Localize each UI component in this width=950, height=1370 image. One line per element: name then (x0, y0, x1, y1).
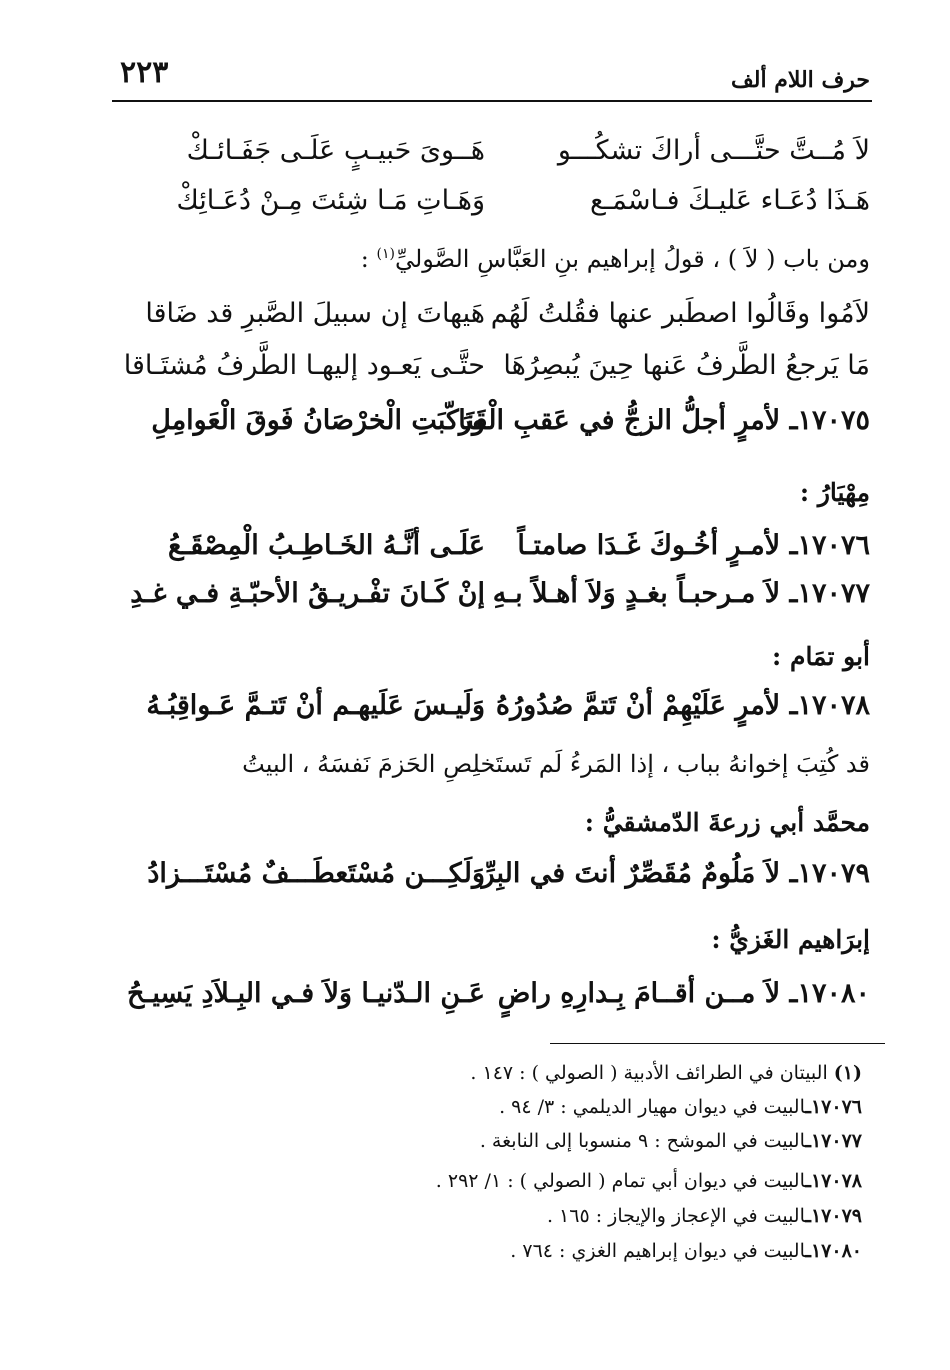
verse-first-hemistich: لاَمُوا وقَالُوا اصطَبر عنها فقُلتُ لَهُم (490, 298, 870, 329)
intro-tail: : (360, 245, 377, 273)
verse-second-hemistich: ورَكّبَتِ الْخرْصَانُ فَوقَ الْعَوامِلِ (151, 405, 485, 436)
verse-first-hemistich: ١٧٠٧٦ـ لأمـرٍ أخُـوكَ غَـدَا صامتـاً (517, 530, 870, 561)
verse-first-hemistich: ١٧٠٨٠ـ لاَ مــن أقــامَ بِـدارِهِ راضٍ (497, 978, 870, 1009)
verse-second-hemistich: هَيهاتَ إن سبيلَ الصَّبرِ قد ضَاقا (145, 298, 485, 329)
verse-second-hemistich: هَــوىَ حَبيـبٍ عَلَـى جَفَـائـكْ (186, 135, 485, 166)
poet-name-dimashqi (130, 808, 870, 858)
footnote (130, 1240, 862, 1274)
verse-second-hemistich: عَلَـى أنَّـهُ الخَـاطِـبُ الْمِصْقَـعُ (168, 530, 485, 561)
poet-name-mihyar (130, 478, 870, 528)
chapter-title: حرف اللام ألف (730, 67, 870, 93)
poet-name-abu-tammam (130, 642, 870, 692)
intro-paragraph (130, 245, 870, 295)
footnote-number: (١) (833, 1062, 862, 1084)
footnote-text: البيت في الموشح : ٩ منسوبا إلى النابغة . (479, 1130, 806, 1152)
verse-second-hemistich: وَلَيـسَ عَلَيهـم أنْ تَتـمَّ عَـواقِبُـهُ (146, 690, 485, 721)
note-text: قد كُتِبَ إخوانهُ بباب ، إذا المَرءُ لَم تَستَخلِصِ الحَزمَ نَفسَهُ ، البيتُ (242, 750, 870, 778)
verse-first-hemistich: ١٧٠٧٥ـ لأمرٍ أجلُّ الزجُّ في عَقبِ الْقَنَا (458, 405, 870, 436)
poet-label: محمَّد أبي زرعةَ الدّمشقيُّ : (584, 808, 870, 837)
verse-line (130, 298, 870, 348)
numbered-verse-17077 (130, 578, 870, 628)
footnote (130, 1096, 862, 1130)
verse-first-hemistich: ١٧٠٧٩ـ لاَ مَلُومٌ مُقَصِّرٌ أنتَ في البِرِّ (481, 858, 870, 889)
verse-second-hemistich: وَلَكِـــن مُسْتَعطَـــفٌ مُسْتَـــزادُ (147, 858, 485, 889)
footnote (130, 1170, 862, 1204)
verse-first-hemistich: ١٧٠٧٧ـ لاَ مـرحبـاً بغـدٍ وَلاَ أهـلاً بـهِ (492, 578, 870, 609)
intro-text: ومن باب ( لاَ ) ، قولُ إبراهيم بنِ العَبَّاسِ الصَّوليِّ (394, 245, 870, 273)
verse-second-hemistich: عَـنِ الـدّنيـا وَلاَ فـي البِـلاَدِ يَسِيـحُ (127, 978, 485, 1009)
footnote-number: ١٧٠٧٩ـ (805, 1205, 862, 1227)
header-divider (112, 100, 872, 102)
footnote-number: ١٧٠٨٠ـ (805, 1240, 862, 1262)
verse-first-hemistich: لاَ مُــتَّ حتَّـــى أراكَ تشكُـــو (557, 135, 870, 166)
verse-first-hemistich: هَـذَا دُعَـاء عَليـكَ فـاسْمَـع (590, 185, 870, 216)
numbered-verse-17079 (130, 858, 870, 908)
page-number: ٢٢٣ (120, 55, 169, 90)
footnote-number: ١٧٠٧٧ـ (805, 1130, 862, 1152)
poet-label: مِهْيَارُ : (799, 478, 870, 507)
numbered-verse-17076 (130, 530, 870, 580)
poet-label: أبو تمَام : (772, 642, 870, 671)
numbered-verse-17078 (130, 690, 870, 740)
footnote-number: ١٧٠٧٨ـ (805, 1170, 862, 1192)
footnote-text: البيت في ديوان أبي تمام ( الصولي ) : ١/ ٢٩٢ . (435, 1170, 806, 1192)
footnote (130, 1062, 862, 1096)
footnote-text: البيت في ديوان مهيار الديلمي : ٣/ ٩٤ . (499, 1096, 806, 1118)
footnote-number: ١٧٠٧٦ـ (805, 1096, 862, 1118)
poet-label: إبرَاهيم الغَزيُّ : (711, 925, 870, 954)
verse-line (123, 350, 870, 400)
footnote-divider (550, 1043, 885, 1044)
numbered-verse-17075 (130, 405, 870, 455)
footnote (130, 1130, 862, 1164)
verse-line (130, 185, 870, 235)
verse-line (130, 135, 870, 185)
footnote-ref: (١) (376, 246, 395, 262)
numbered-verse-17080 (127, 978, 870, 1028)
footnote-text: البيت في ديوان إبراهيم الغزي : ٧٦٤ . (510, 1240, 806, 1262)
verse-second-hemistich: حتَّـى يَعـود إليهـا الطَّرفُ مُشتَـاقا (123, 350, 485, 381)
footnote-text: البيتان في الطرائف الأدبية ( الصولي ) : ١٤٧ . (470, 1062, 834, 1084)
verse-second-hemistich: وَهَـاتِ مَـا شِئتَ مِـنْ دُعَـائِكْ (176, 185, 485, 216)
verse-first-hemistich: مَا يَرجعُ الطَّرفُ عَنها حِينَ يُبصِرُهَا (503, 350, 870, 381)
verse-first-hemistich: ١٧٠٧٨ـ لأمرٍ عَلَيْهِمْ أنْ تَتمَّ صُدُورُهُ (495, 690, 870, 721)
verse-note (130, 750, 870, 800)
verse-second-hemistich: إنْ كَـانَ تفْـريـقُ الأحبّـةِ فـي غـدِ (130, 578, 485, 609)
poet-name-ghazzi (130, 925, 870, 975)
footnote (130, 1205, 862, 1239)
page-header (120, 55, 870, 95)
footnote-text: البيت في الإعجاز والإيجاز : ١٦٥ . (546, 1205, 806, 1227)
